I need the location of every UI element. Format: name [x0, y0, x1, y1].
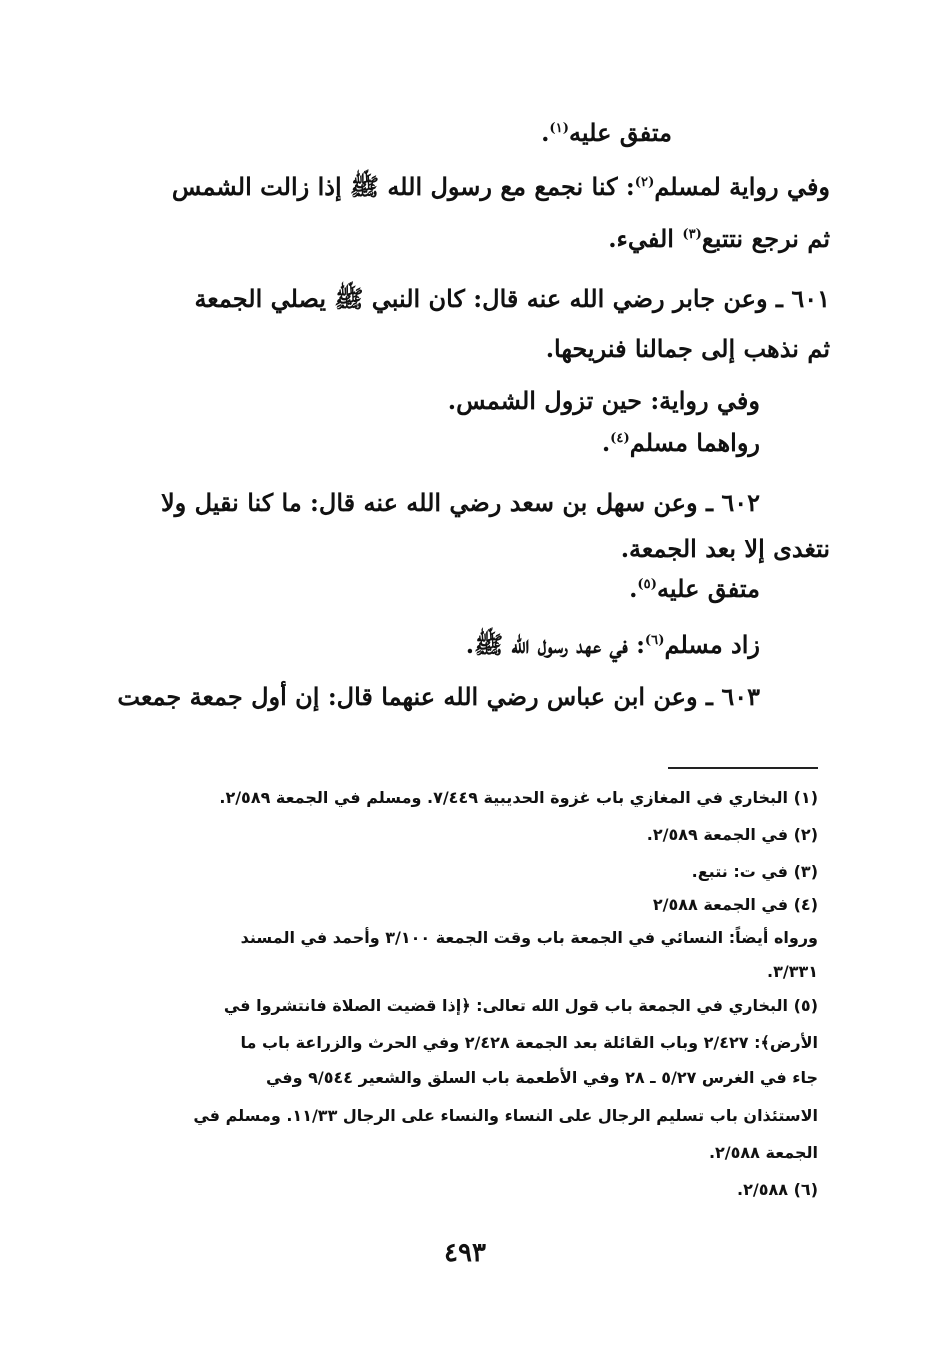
footnote-separator: [668, 767, 818, 769]
footnote-5-cont: الجمعة ٢/٥٨٨.: [708, 1143, 818, 1162]
page-number: ٤٩٣: [444, 1238, 486, 1268]
footnote-4-cont: ٣/٣٣١.: [767, 962, 818, 981]
hadith-602-line: ٦٠٢ ـ وعن سهل بن سعد رضي الله عنه قال: ما كنا نقيل ولا: [160, 488, 760, 517]
footnote-ref[interactable]: (٥): [637, 577, 658, 592]
footnote-ref[interactable]: (٤): [610, 431, 630, 446]
body-line: ثم نرجع نتتبع$^{(٣)}$ الفيء.: [608, 224, 830, 253]
footnote-ref[interactable]: (٣): [682, 227, 702, 242]
footnote-2: (٢) في الجمعة ٢/٥٨٩.: [646, 825, 818, 844]
hadith-601-line: ٦٠١ ـ وعن جابر رضي الله عنه قال: كان النبي ﷺ يصلي الجمعة: [194, 284, 830, 313]
footnote-ref[interactable]: (٢): [634, 175, 655, 190]
footnote-1: (١) البخاري في المغازي باب غزوة الحديبية ٧/٤٤٩. ومسلم في الجمعة ٢/٥٨٩.: [219, 788, 818, 807]
body-line: متفق عليه$^{(١)}$.: [541, 118, 672, 147]
footnote-5: (٥) البخاري في الجمعة باب قول الله تعالى: ﴿إذا قضيت الصلاة فانتشروا في: [223, 996, 818, 1015]
footnote-ref[interactable]: (٦): [644, 633, 665, 648]
body-line: نتغدى إلا بعد الجمعة.: [620, 534, 830, 563]
body-line: ثم نذهب إلى جمالنا فنريحها.: [545, 334, 830, 363]
body-line: زاد مسلم$^{(٦)}$: في عهد رسول الله ﷺ.: [465, 630, 760, 659]
footnote-4-cont: ورواه أيضاً: النسائي في الجمعة باب وقت الجمعة ٣/١٠٠ وأحمد في المسند: [240, 928, 818, 947]
footnote-6: (٦) ٢/٥٨٨.: [737, 1180, 818, 1199]
body-line: متفق عليه$^{(٥)}$.: [629, 574, 760, 603]
footnote-3: (٣) في ت: نتبع.: [691, 862, 818, 881]
footnote-5-cont: جاء في الغرس ٥/٢٧ ـ ٢٨ وفي الأطعمة باب السلق والشعير ٩/٥٤٤ وفي: [265, 1068, 818, 1087]
body-line: وفي رواية لمسلم$^{(٢)}$: كنا نجمع مع رسول الله ﷺ إذا زالت الشمس: [171, 172, 830, 201]
hadith-603-line: ٦٠٣ ـ وعن ابن عباس رضي الله عنهما قال: إن أول جمعة جمعت: [117, 682, 760, 711]
body-line: رواهما مسلم$^{(٤)}$.: [601, 428, 760, 457]
footnote-5-cont: الاستئذان باب تسليم الرجال على النساء والنساء على الرجال ١١/٣٣. ومسلم في: [193, 1106, 818, 1125]
footnote-4: (٤) في الجمعة ٢/٥٨٨: [652, 895, 818, 914]
footnote-ref[interactable]: (١): [549, 121, 570, 136]
body-line: وفي رواية: حين تزول الشمس.: [447, 386, 760, 415]
footnote-5-cont: الأرض﴾: ٢/٤٢٧ وباب القائلة بعد الجمعة ٢/٤٢٨ وفي الحرث والزراعة باب ما: [240, 1033, 818, 1052]
